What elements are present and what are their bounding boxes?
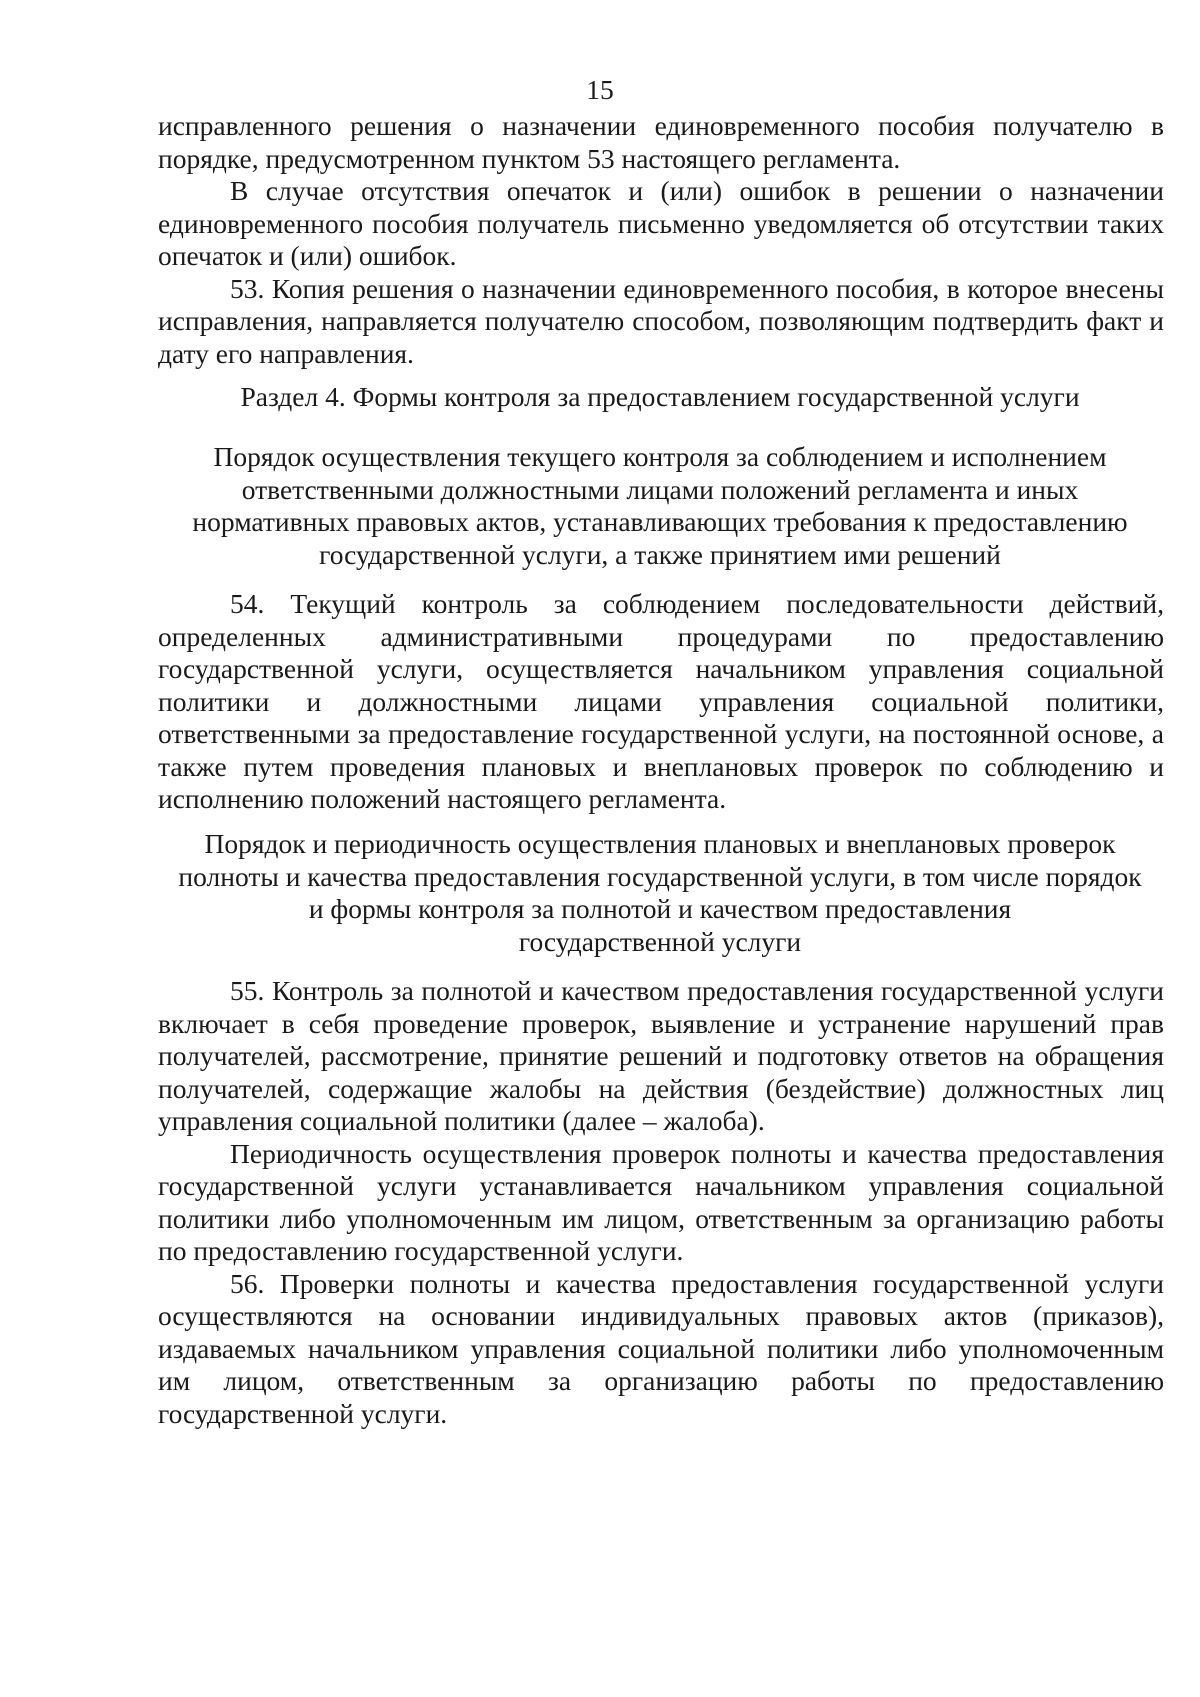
subheading-line: и формы контроля за полнотой и качеством предоставления bbox=[308, 893, 1012, 924]
page-number: 15 bbox=[586, 74, 614, 105]
subheading-line: полноты и качества предоставления государственной услуги, в том числе порядок bbox=[178, 860, 1142, 892]
section-heading: Раздел 4. Формы контроля за предоставлением государственной услуги bbox=[240, 381, 1080, 412]
paragraph-54: 54. Текущий контроль за соблюдением последовательности действий, определенных административными процедурами по предоставлению государственной услуги, осуществляется начальником управления социальной политики и должностными лицами управления социальной политики, ответственными за предоставление государственной услуги, на постоянной основе, а также путем проведения плановых и внеплановых проверок по соблюдению и исполнению положений настоящего регламента. bbox=[158, 588, 1164, 814]
paragraph-55: 55. Контроль за полнотой и качеством предоставления государственной услуги включает в себя проведение проверок, выявление и устранение нарушений прав получателей, рассмотрение, принятие решений и подготовку ответов на обращения получателей, содержащие жалобы на действия (бездействие) должностных лиц управления социальной политики (далее – жалоба). bbox=[158, 975, 1164, 1136]
subheading-line: Порядок осуществления текущего контроля за соблюдением и исполнением bbox=[213, 441, 1107, 472]
paragraph-56: 56. Проверки полноты и качества предоставления государственной услуги осуществляются на основании индивидуальных правовых актов (приказов), издаваемых начальником управления социальной политики либо уполномоченным им лицом, ответственным за организацию работы по предоставлению государственной услуги. bbox=[158, 1267, 1164, 1429]
subheading-checks bbox=[150, 828, 1170, 958]
paragraph: исправленного решения о назначении единовременного пособия получателю в порядке, предусмотренном пунктом 53 настоящего регламента. bbox=[158, 110, 1164, 174]
subheading-line: нормативных правовых актов, устанавливающих требования к предоставлению bbox=[192, 506, 1128, 537]
paragraph-53: 53. Копия решения о назначении единовременного пособия, в которое внесены исправления, направляется получателю способом, позволяющим подтвердить факт и дату его направления. bbox=[158, 272, 1164, 369]
subheading-line: ответственными должностными лицами положений регламента и иных bbox=[241, 473, 1079, 505]
subheading-current-control bbox=[150, 441, 1170, 571]
subheading-line: государственной услуги bbox=[518, 925, 802, 957]
subheading-line: Порядок и периодичность осуществления плановых и внеплановых проверок bbox=[204, 828, 1116, 859]
paragraph: В случае отсутствия опечаток и (или) ошибок в решении о назначении единовременного пособия получатель письменно уведомляется об отсутствии таких опечаток и (или) ошибок. bbox=[158, 175, 1164, 271]
paragraph: Периодичность осуществления проверок полноты и качества предоставления государственной услуги устанавливается начальником управления социальной политики либо уполномоченным им лицом, ответственным за организацию работы по предоставлению государственной услуги. bbox=[158, 1137, 1164, 1266]
text-block-54 bbox=[158, 588, 1164, 816]
subheading-line: государственной услуги, а также принятием ими решений bbox=[319, 538, 1001, 570]
text-block-top bbox=[158, 110, 1164, 370]
text-block-bottom bbox=[158, 975, 1164, 1430]
